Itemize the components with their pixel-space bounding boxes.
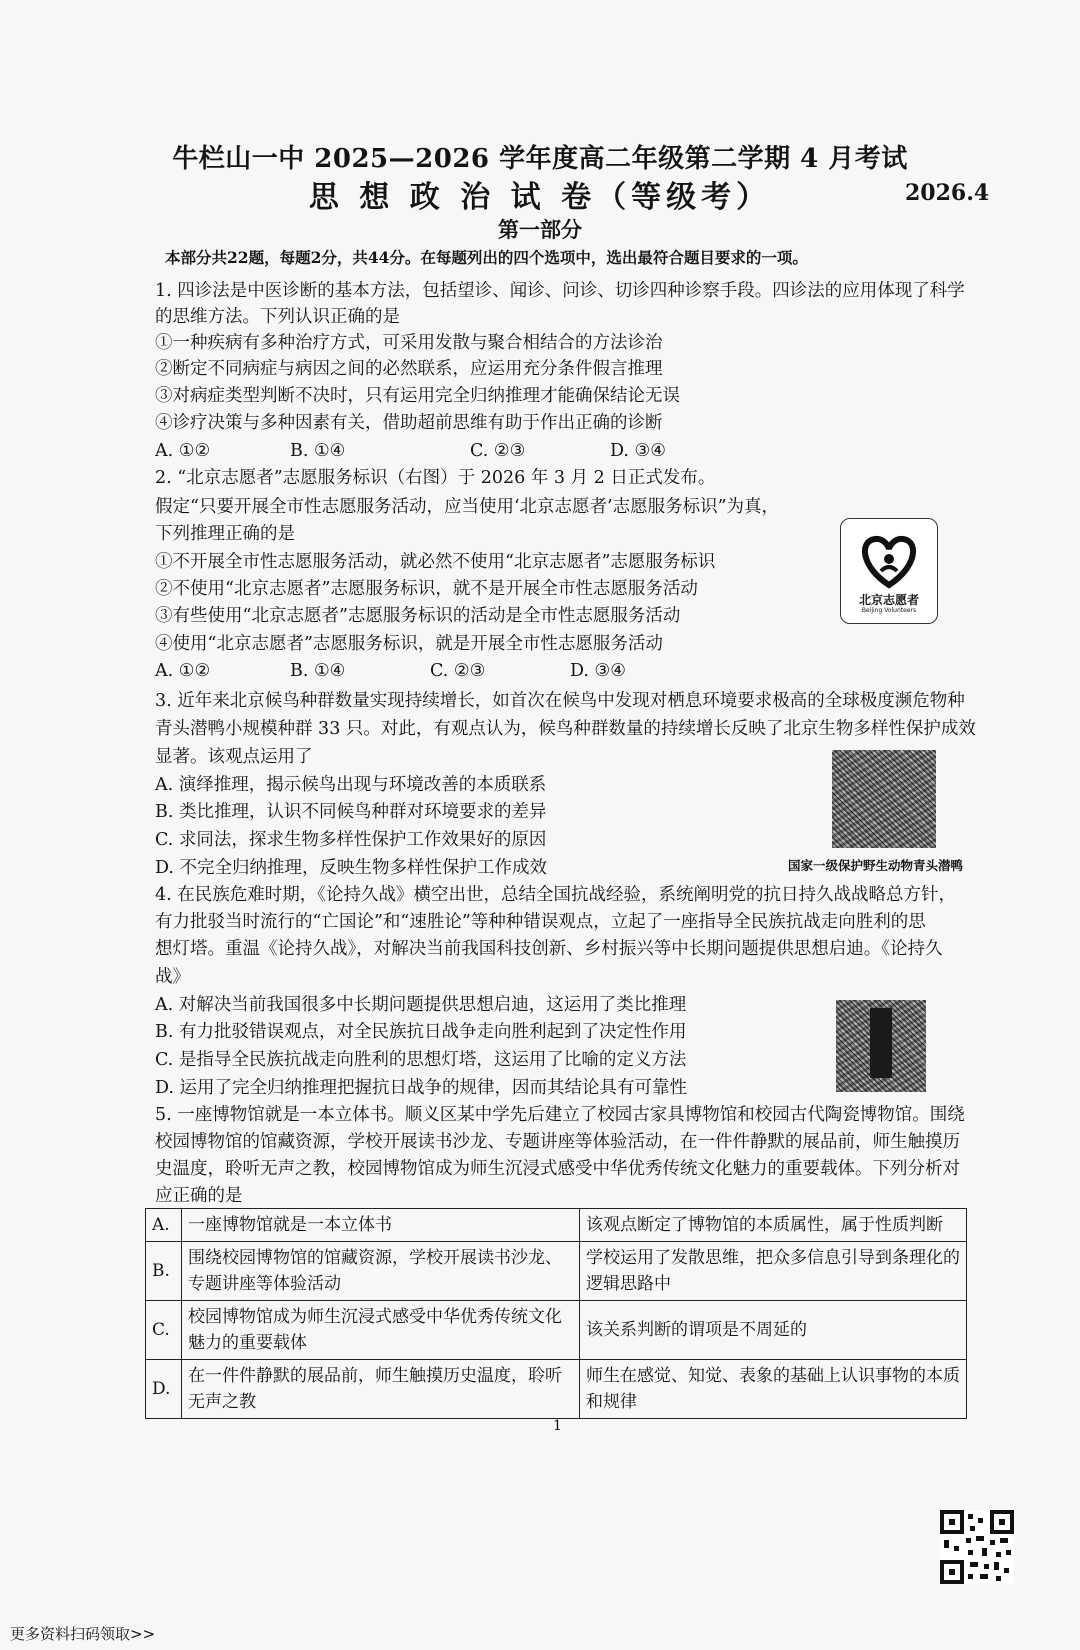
exam-date: 2026.4: [905, 180, 990, 206]
q3-option-a[interactable]: A. 演绎推理，揭示候鸟出现与环境改善的本质联系: [155, 775, 547, 795]
q5-row-b-left: 围绕校园博物馆的馆藏资源，学校开展读书沙龙、专题讲座等体验活动: [182, 1242, 580, 1301]
q4-stem-line1: 4. 在民族危难时期，《论持久战》横空出世，总结全国抗战经验，系统阐明党的抗日持久战战略总方针，: [155, 885, 957, 905]
q5-row-a-left: 一座博物馆就是一本立体书: [182, 1209, 580, 1242]
q1-statement-3: ③对病症类型判断不决时，只有运用完全归纳推理才能确保结论无误: [155, 386, 680, 406]
q5-stem-line1: 5. 一座博物馆就是一本立体书。顺义区某中学先后建立了校园古家具博物馆和校园古代陶瓷博物馆。围绕: [155, 1105, 965, 1125]
q5-row-d-left: 在一件件静默的展品前，师生触摸历史温度，聆听无声之教: [182, 1360, 580, 1419]
q1-option-c[interactable]: C. ②③: [470, 441, 526, 461]
q2-stem-line1: 2. “北京志愿者”志愿服务标识（右图）于 2026 年 3 月 2 日正式发布。: [155, 468, 716, 488]
duck-photo-caption: 国家一级保护野生动物青头潜鸭: [788, 858, 964, 873]
q2-statement-2: ②不使用“北京志愿者”志愿服务标识，就不是开展全市性志愿服务活动: [155, 579, 698, 599]
q2-stem-line2: 假定“只要开展全市性志愿服务活动，应当使用‘北京志愿者’志愿服务标识”为真，: [155, 497, 780, 517]
q2-option-c[interactable]: C. ②③: [430, 661, 486, 681]
q3-stem-line2: 青头潜鸭小规模种群 33 只。对此，有观点认为，候鸟种群数量的持续增长反映了北京生物多样性保护成效: [155, 719, 976, 739]
part-heading: 第一部分: [498, 217, 582, 242]
q5-row-b-letter: B.: [146, 1242, 182, 1301]
q5-row-d-right: 师生在感觉、知觉、表象的基础上认识事物的本质和规律: [580, 1360, 967, 1419]
q4-option-a[interactable]: A. 对解决当前我国很多中长期问题提供思想启迪，这运用了类比推理: [155, 995, 687, 1015]
q4-stem-line3: 想灯塔。重温《论持久战》，对解决当前我国科技创新、乡村振兴等中长期问题提供思想启迪。《论持久: [155, 939, 943, 959]
table-row[interactable]: [146, 1242, 967, 1301]
q4-option-d[interactable]: D. 运用了完全归纳推理把握抗日战争的规律，因而其结论具有可靠性: [155, 1078, 688, 1098]
q5-row-c-right: 该关系判断的谓项是不周延的: [580, 1301, 967, 1360]
q4-stem-line2: 有力批驳当时流行的“亡国论”和“速胜论”等种种错误观点，立起了一座指导全民族抗战走向胜利的思: [155, 912, 926, 932]
q2-option-d[interactable]: D. ③④: [570, 661, 626, 681]
logo-subtext: Beijing Volunteers: [861, 607, 917, 614]
q4-stem-line4: 战》: [155, 967, 190, 987]
q1-options: [155, 440, 755, 462]
q1-option-a[interactable]: A. ①②: [155, 441, 211, 461]
q4-option-b[interactable]: B. 有力批驳错误观点，对全民族抗日战争走向胜利起到了决定性作用: [155, 1022, 687, 1042]
q5-row-d-letter: D.: [146, 1360, 182, 1419]
page-number: 1: [553, 1418, 562, 1434]
part-instructions: 本部分共22题，每题2分，共44分。在每题列出的四个选项中，选出最符合题目要求的一项。: [165, 248, 808, 267]
book-cover-shape: [870, 1008, 892, 1078]
q1-statement-1: ①一种疾病有多种治疗方式，可采用发散与聚合相结合的方法诊治: [155, 333, 663, 353]
q2-option-a[interactable]: A. ①②: [155, 661, 211, 681]
q2-statement-3: ③有些使用“北京志愿者”志愿服务标识的活动是全市性志愿服务活动: [155, 606, 681, 626]
q2-options: [155, 660, 755, 682]
q5-row-a-letter: A.: [146, 1209, 182, 1242]
q5-stem-line4: 应正确的是: [155, 1186, 243, 1206]
q2-statement-1: ①不开展全市性志愿服务活动，就必然不使用“北京志愿者”志愿服务标识: [155, 552, 716, 572]
qr-code-icon: [940, 1510, 1014, 1584]
qr-code[interactable]: [940, 1510, 1014, 1584]
q5-row-b-right: 学校运用了发散思维，把众多信息引导到条理化的逻辑思路中: [580, 1242, 967, 1301]
q3-option-c[interactable]: C. 求同法，探求生物多样性保护工作效果好的原因: [155, 830, 547, 850]
footer-link[interactable]: 更多资料扫码领取>>: [10, 1625, 156, 1643]
q2-stem-line3: 下列推理正确的是: [155, 524, 295, 544]
q2-option-b[interactable]: B. ①④: [290, 661, 346, 681]
paper-title: 思 想 政 治 试 卷（等级考）: [308, 180, 772, 215]
q1-option-d[interactable]: D. ③④: [610, 441, 666, 461]
q3-stem-line3: 显著。该观点运用了: [155, 747, 313, 767]
logo-text: 北京志愿者: [858, 593, 919, 607]
q2-statement-4: ④使用“北京志愿者”志愿服务标识，就是开展全市性志愿服务活动: [155, 634, 663, 654]
q3-option-b[interactable]: B. 类比推理，认识不同候鸟种群对环境要求的差异: [155, 802, 547, 822]
book-photo: [836, 1000, 926, 1092]
q4-option-c[interactable]: C. 是指导全民族抗战走向胜利的思想灯塔，这运用了比喻的定义方法: [155, 1050, 687, 1070]
q5-row-c-left: 校园博物馆成为师生沉浸式感受中华优秀传统文化魅力的重要载体: [182, 1301, 580, 1360]
q1-stem-line1: 1. 四诊法是中医诊断的基本方法，包括望诊、闻诊、问诊、切诊四种诊察手段。四诊法的应用体现了科学: [155, 281, 965, 301]
q5-row-c-letter: C.: [146, 1301, 182, 1360]
q1-stem-line2: 的思维方法。下列认识正确的是: [155, 307, 400, 327]
exam-header: 牛栏山一中 2025—2026 学年度高二年级第二学期 4 月考试: [172, 144, 908, 174]
q5-row-a-right: 该观点断定了博物馆的本质属性，属于性质判断: [580, 1209, 967, 1242]
duck-photo: [832, 750, 936, 848]
table-row[interactable]: [146, 1360, 967, 1419]
table-row[interactable]: [146, 1301, 967, 1360]
q5-stem-line2: 校园博物馆的馆藏资源，学校开展读书沙龙、专题讲座等体验活动，在一件件静默的展品前，师生触摸历: [155, 1132, 960, 1152]
table-row[interactable]: [146, 1209, 967, 1242]
q1-option-b[interactable]: B. ①④: [290, 441, 346, 461]
q1-statement-4: ④诊疗决策与多种因素有关，借助超前思维有助于作出正确的诊断: [155, 413, 663, 433]
q3-stem-line1: 3. 近年来北京候鸟种群数量实现持续增长，如首次在候鸟中发现对栖息环境要求极高的全球极度濒危物种: [155, 691, 965, 711]
q5-stem-line3: 史温度，聆听无声之教，校园博物馆成为师生沉浸式感受中华优秀传统文化魅力的重要载体。下列分析对: [155, 1159, 960, 1179]
beijing-volunteers-logo: [840, 518, 938, 624]
q5-options-table: [145, 1208, 967, 1419]
q1-statement-2: ②断定不同病症与病因之间的必然联系，应运用充分条件假言推理: [155, 359, 663, 379]
q3-option-d[interactable]: D. 不完全归纳推理，反映生物多样性保护工作成效: [155, 858, 548, 878]
